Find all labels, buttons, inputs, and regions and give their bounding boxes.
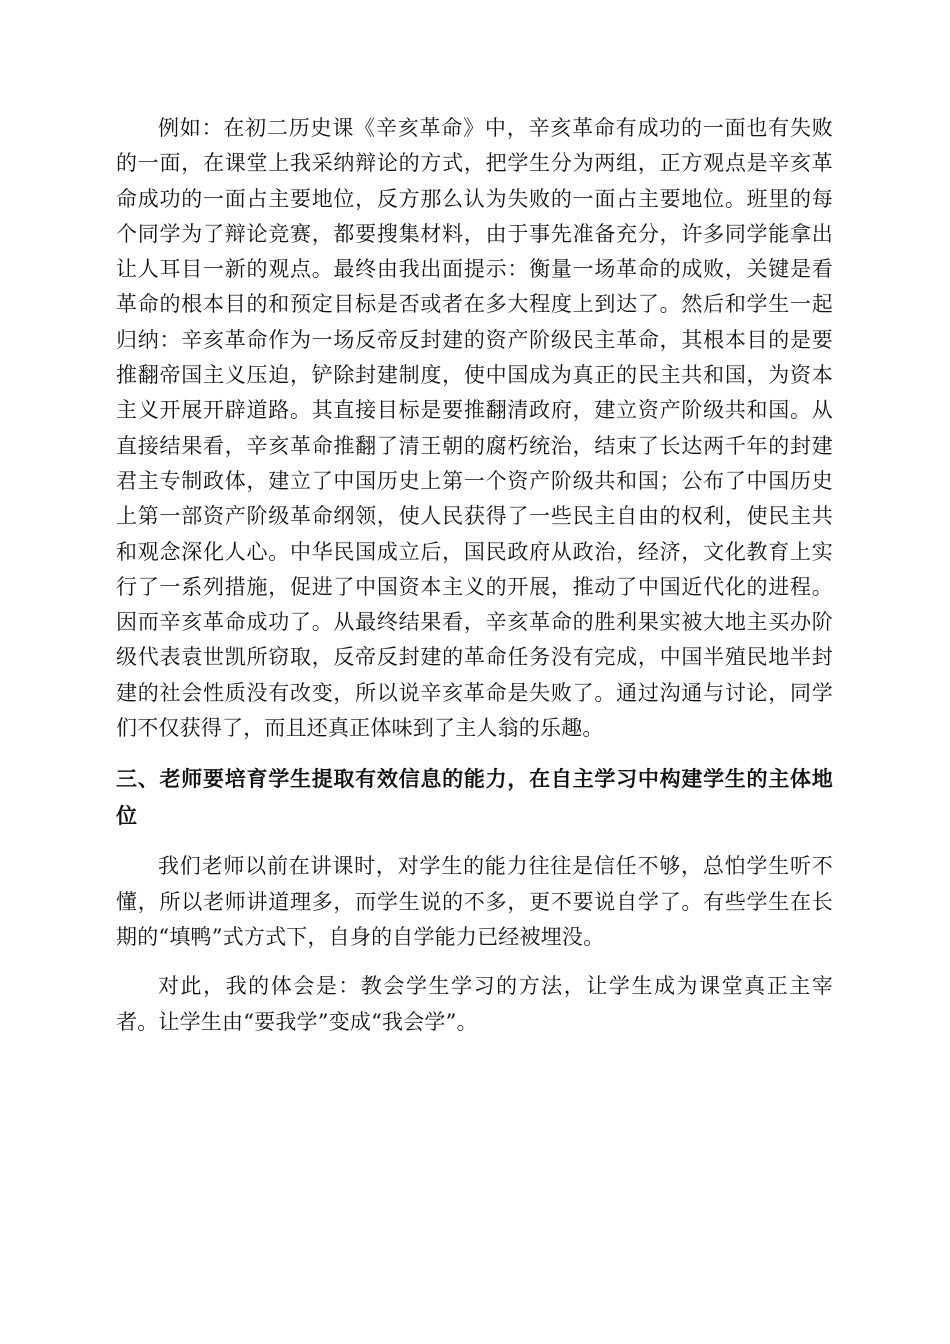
paragraph-experience: 对此，我的体会是：教会学生学习的方法，让学生成为课堂真正主宰者。让学生由“要我学”变成“我会学”。 xyxy=(116,974,833,1034)
section-heading-three: 三、老师要培育学生提取有效信息的能力，在自主学习中构建学生的主体地位 xyxy=(116,767,833,829)
paragraph-example-xinhai-revolution: 例如：在初二历史课《辛亥革命》中，辛亥革命有成功的一面也有失败的一面，在课堂上我采纳辩论的方式，把学生分为两组，正方观点是辛亥革命成功的一面占主要地位，反方那么认为失败的一面占主要地位。班里的每个同学为了辩论竞赛，都要搜集材料，由于事先准备充分，许多同学能拿出让人耳目一新的观点。最终由我出面提示：衡量一场革命的成败，关键是看革命的根本目的和预定目标是否或者在多大程度上到达了。然后和学生一起归纳：辛亥革命作为一场反帝反封建的资产阶级民主革命，其根本目的是要推翻帝国主义压迫，铲除封建制度，使中国成为真正的民主共和国，为资本主义开展开辟道路。其直接目标是要推翻清政府，建立资产阶级共和国。从直接结果看，辛亥革命推翻了清王朝的腐朽统治，结束了长达两千年的封建君主专制政体，建立了中国历史上第一个资产阶级共和国；公布了中国历史上第一部资产阶级革命纲领，使人民获得了一些民主自由的权利，使民主共和观念深化人心。中华民国成立后，国民政府从政治，经济，文化教育上实行了一系列措施，促进了中国资本主义的开展，推动了中国近代化的进程。因而辛亥革命成功了。从最终结果看，辛亥革命的胜利果实被大地主买办阶级代表袁世凯所窃取，反帝反封建的革命任务没有完成，中国半殖民地半封建的社会性质没有改变，所以说辛亥革命是失败了。通过沟通与讨论，同学们不仅获得了，而且还真正体味到了主人翁的乐趣。 xyxy=(116,116,833,741)
paragraph-teacher-reflection: 我们老师以前在讲课时，对学生的能力往往是信任不够，总怕学生听不懂，所以老师讲道理多，而学生说的不多，更不要说自学了。有些学生在长期的“填鸭”式方式下，自身的自学能力已经被埋没。 xyxy=(116,854,833,949)
